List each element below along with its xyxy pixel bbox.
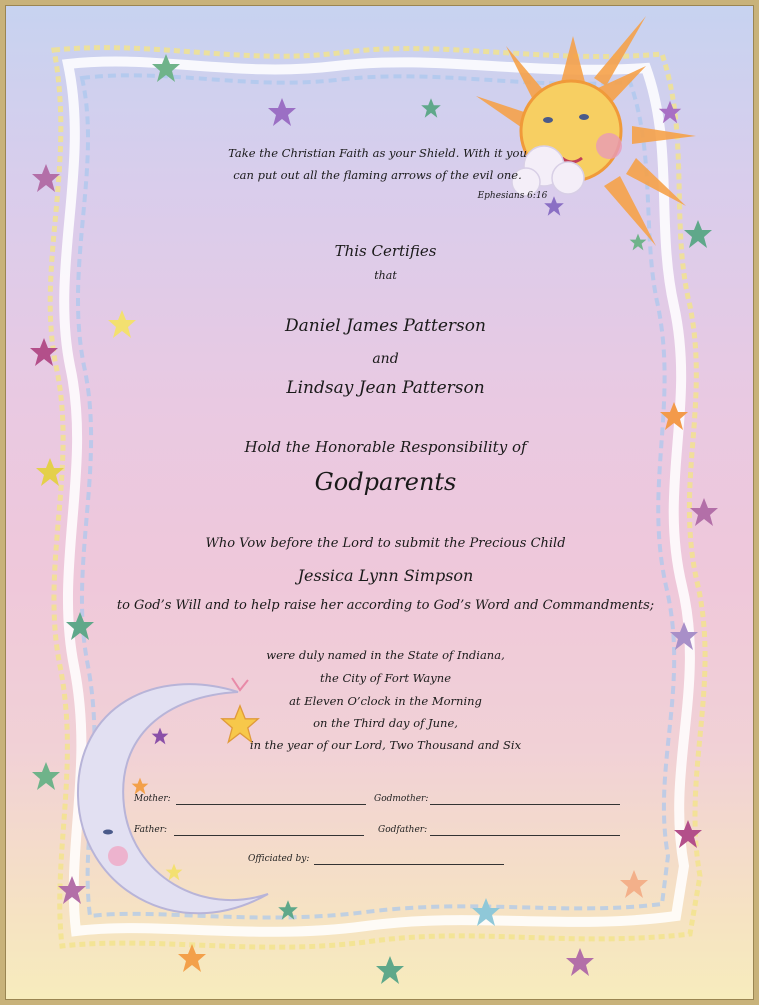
role-title: Godparents <box>314 468 457 496</box>
child-name: Jessica Lynn Simpson <box>297 566 474 585</box>
details-line-2: the City of Fort Wayne <box>319 671 451 685</box>
vow-line-2: to God’s Will and to help raise her according to God’s Word and Commandments; <box>116 598 655 613</box>
details-line-4: on the Third day of June, <box>313 716 458 730</box>
verse-reference: Ephesians 6:16 <box>477 191 548 201</box>
role-intro: Hold the Honorable Responsibility of <box>244 438 527 456</box>
godfather-signature-label: Godfather: <box>378 825 428 835</box>
verse-line-1: Take the Christian Faith as your Shield. With it you <box>228 146 527 160</box>
godfather-signature-line[interactable] <box>430 835 620 836</box>
certifies-heading: This Certifies <box>334 242 437 260</box>
that-word: that <box>374 269 397 282</box>
godmother-signature-line[interactable] <box>430 804 620 805</box>
officiated-signature-line[interactable] <box>314 864 504 865</box>
details-line-1: were duly named in the State of Indiana, <box>266 648 505 662</box>
mother-signature-label: Mother: <box>134 794 171 804</box>
godmother-signature-label: Godmother: <box>374 794 429 804</box>
godparent-name-1: Daniel James Patterson <box>285 316 486 336</box>
details-line-3: at Eleven O’clock in the Morning <box>289 694 482 708</box>
officiated-signature-label: Officiated by: <box>248 854 310 864</box>
vow-line-1: Who Vow before the Lord to submit the Precious Child <box>205 536 566 551</box>
verse-line-2: can put out all the flaming arrows of the evil one. <box>233 168 522 182</box>
father-signature-label: Father: <box>134 825 168 835</box>
details-line-5: in the year of our Lord, Two Thousand and Six <box>249 738 522 752</box>
father-signature-line[interactable] <box>174 835 364 836</box>
conjunction-and: and <box>372 351 399 367</box>
mother-signature-line[interactable] <box>176 804 366 805</box>
godparent-name-2: Lindsay Jean Patterson <box>286 378 485 398</box>
